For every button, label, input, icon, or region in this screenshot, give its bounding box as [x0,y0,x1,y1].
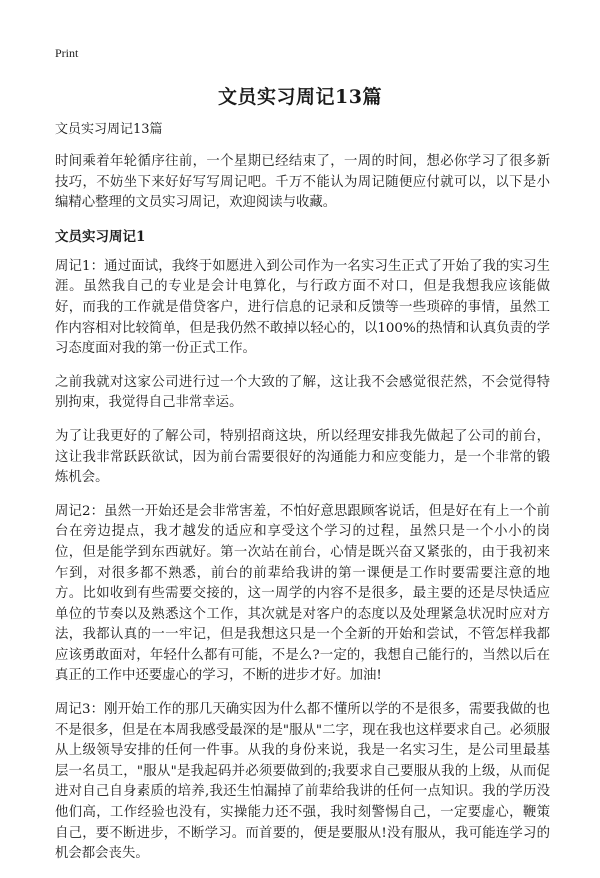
paragraph-company: 之前我就对这家公司进行过一个大致的了解，这让我不会感觉很茫然，不会觉得特别拘束，我觉得自己非常幸运。 [55,374,550,411]
intro-paragraph: 时间乘着年轮循序往前，一个星期已经结束了，一周的时间，想必你学习了很多新技巧，不妨坐下来好好写写周记吧。千万不能认为周记随便应付就可以，以下是小编精心整理的文员实习周记，欢迎阅读与收藏。 [55,154,550,211]
page-title: 文员实习周记13篇 [218,86,382,108]
article-subtitle: 文员实习周记13篇 [55,122,163,137]
paragraph-week1: 周记1：通过面试，我终于如愿进入到公司作为一名实习生正式了开始了我的实习生涯。虽然我自己的专业是会计电算化，与行政方面不对口，但是我想我应该能做好，而我的工作就是借贷客户，进行信息的记录和反馈等一些琐碎的事情，虽然工作内容相对比较简单，但是我仍然不敢掉以轻心的，以100%的热情和认真负责的学习态度面对我的第一份正式工作。 [55,258,550,357]
paragraph-week2: 周记2：虽然一开始还是会非常害羞，不怕好意思跟顾客说话，但是好在有上一个前台在旁边提点，我才越发的适应和享受这个学习的过程，虽然只是一个小小的岗位，但是能学到东西就好。第一次站在前台，心情是既兴奋又紧张的，由于我初来乍到，对很多都不熟悉，前台的前辈给我讲的第一课便是工作时要需要注意的地方。比如收到有些需要交接的，这一周学的内容不是很多，最主要的还是尽快适应单位的节奏以及熟悉这个工作，其次就是对客户的态度以及处理紧急状况时应对方法，我都认真的一一牢记，但是我想这只是一个全新的开始和尝试，不管怎样我都应该勇敢面对，年轻什么都有可能，不是么?一定的，我想自己能行的，当然以后在真正的工作中还要虚心的学习，不断的进步才好。加油! [55,503,550,684]
paragraph-frontdesk: 为了让我更好的了解公司，特别招商这块，所以经理安排我先做起了公司的前台，这让我非常跃跃欲试，因为前台需要很好的沟通能力和应变能力，是一个非常的锻炼机会。 [55,428,550,486]
print-link[interactable]: Print [55,46,79,60]
paragraph-week3: 周记3：刚开始工作的那几天确实因为什么都不懂所以学的不是很多，需要我做的也不是很多，但是在本周我感受最深的是"服从"二字，现在我也这样要求自己。必须服从上级领导安排的任何一件事。从我的身份来说，我是一名实习生，是公司里最基层一名员工，"服从"是我起码并必须要做到的;我要求自己要服从我的上级，从而促进对自己自身素质的培养,我还生怕漏掉了前辈给我讲的任何一点知识。我的学历没他们高，工作经验也没有，实操能力还不强，我时刻警惕自己，一定要虚心，鞭策自己，要不断进步，不断学习。而首要的，便是要服从!没有服从，我可能连学习的机会都会丧失。 [55,702,550,862]
section-heading: 文员实习周记1 [55,228,146,245]
article-body [55,120,550,878]
